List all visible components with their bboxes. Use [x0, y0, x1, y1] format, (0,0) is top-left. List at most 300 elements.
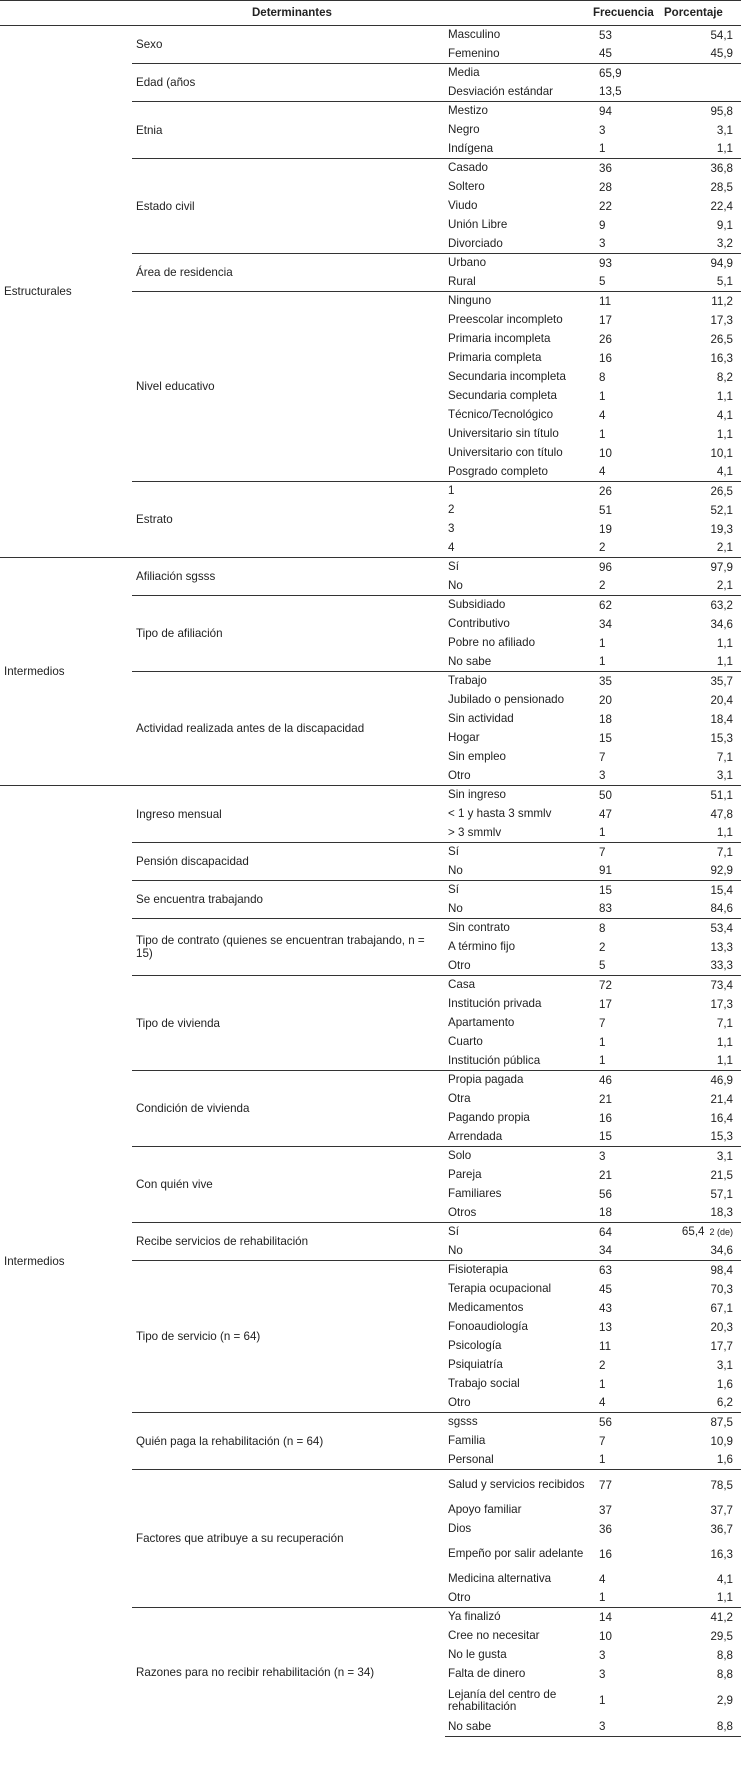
category-cell: Trabajo social: [448, 1377, 520, 1390]
frequency-cell: 46: [593, 1071, 664, 1090]
percentage-cell: [664, 1014, 741, 1033]
frequency-cell: 50: [593, 786, 664, 805]
category-cell: Secundaria completa: [448, 389, 557, 402]
category-cell: No sabe: [445, 1718, 593, 1737]
percentage-value: 8,8: [716, 1648, 734, 1662]
percentage-cell: [664, 387, 741, 406]
determinant-label: Estado civil: [132, 159, 445, 254]
category-cell: Ninguno: [445, 292, 593, 311]
frequency-cell: 45: [599, 1282, 612, 1296]
category-cell: No: [448, 1243, 463, 1257]
category-cell: Sí: [445, 881, 593, 900]
category-cell: Ya finalizó: [445, 1608, 593, 1627]
percentage-value: 2,9: [716, 1694, 734, 1707]
category-cell: Viudo: [448, 199, 478, 212]
group-label: Intermedios: [0, 558, 132, 786]
percentage-cell: [664, 1109, 741, 1128]
category-cell: Apartamento: [448, 1016, 515, 1029]
category-cell: > 3 smmlv: [448, 825, 502, 839]
percentage-cell: [664, 843, 741, 862]
frequency-cell: 3: [593, 1718, 664, 1737]
percentage-cell: [664, 995, 741, 1014]
percentage-cell: [664, 596, 741, 615]
percentage-cell: [664, 1451, 741, 1470]
header-spacer: [0, 1, 132, 26]
percentage-value: 10,1: [710, 446, 734, 460]
percentage-cell: [664, 1185, 741, 1204]
category-cell: Desviación estándar: [448, 84, 554, 98]
percentage-value: 57,1: [710, 1187, 734, 1201]
percentage-cell: [664, 1665, 741, 1684]
frequency-cell: 4: [599, 1572, 606, 1586]
percentage-value: 21,5: [710, 1168, 734, 1182]
percentage-cell: [664, 1646, 741, 1665]
frequency-cell: 3: [593, 1147, 664, 1166]
frequency-cell: 36: [593, 159, 664, 178]
percentage-value: 7,1: [716, 750, 734, 764]
determinant-label: Factores que atribuye a su recuperación: [132, 1470, 445, 1608]
percentage-value: 92,9: [710, 864, 734, 878]
frequency-cell: 1: [599, 655, 606, 669]
percentage-value: 26,5: [710, 332, 734, 346]
percentage-cell: [664, 786, 741, 805]
category-cell: 2: [448, 503, 455, 516]
percentage-cell: [664, 1356, 741, 1375]
frequency-cell: 83: [599, 902, 612, 916]
frequency-cell: 34: [599, 617, 612, 631]
category-cell: Fonoaudiología: [448, 1320, 528, 1333]
percentage-cell: [664, 254, 741, 273]
frequency-cell: 7: [599, 1016, 606, 1030]
percentage-value: 41,2: [710, 1610, 734, 1624]
percentage-cell: [664, 1166, 741, 1185]
frequency-cell: 16: [599, 1547, 612, 1561]
percentage-value: 4,1: [716, 1572, 734, 1586]
percentage-cell: [664, 235, 741, 254]
frequency-cell: 13: [599, 1320, 612, 1334]
percentage-cell: [664, 406, 741, 425]
percentage-note: 2 (de): [709, 1227, 734, 1238]
frequency-cell: 34: [599, 1244, 612, 1258]
percentage-cell: [664, 577, 741, 596]
category-cell: Psiquiatría: [448, 1358, 503, 1371]
category-cell: Arrendada: [448, 1129, 503, 1143]
category-cell: < 1 y hasta 3 smmlv: [448, 807, 552, 820]
determinant-label: Ingreso mensual: [132, 786, 445, 843]
category-cell: Universitario con título: [448, 446, 563, 459]
frequency-cell: 72: [593, 976, 664, 995]
determinant-label: Razones para no recibir rehabilitación (n = 34): [132, 1608, 445, 1737]
percentage-value: 1,1: [716, 636, 734, 650]
frequency-cell: 4: [599, 408, 606, 422]
percentage-cell: [664, 976, 741, 995]
percentage-value: 5,1: [716, 275, 734, 289]
frequency-cell: 5: [599, 275, 606, 289]
category-cell: Femenino: [448, 46, 500, 60]
determinant-label: Estrato: [132, 482, 445, 558]
frequency-cell: 47: [599, 807, 612, 821]
category-cell: Rural: [448, 274, 476, 288]
frequency-cell: 21: [599, 1092, 612, 1106]
percentage-cell: [664, 653, 741, 672]
category-cell: No: [448, 863, 463, 877]
category-cell: Jubilado o pensionado: [448, 693, 565, 706]
frequency-cell: 16: [599, 351, 612, 365]
determinant-label: Recibe servicios de rehabilitación: [132, 1223, 445, 1261]
percentage-value: 16,4: [710, 1111, 734, 1125]
determinant-label: Sexo: [132, 26, 445, 64]
percentage-cell: [664, 292, 741, 311]
category-cell: Dios: [448, 1522, 472, 1535]
determinant-label: Actividad realizada antes de la discapacidad: [132, 672, 445, 786]
category-cell: Subsidiado: [445, 596, 593, 615]
frequency-cell: 13,5: [599, 85, 622, 99]
frequency-cell: 77: [593, 1470, 664, 1501]
percentage-cell: [664, 520, 741, 539]
category-cell: Salud y servicios recibidos: [445, 1470, 593, 1501]
percentage-cell: [664, 83, 741, 102]
frequency-cell: 1: [599, 1054, 606, 1068]
frequency-cell: 1: [599, 1377, 606, 1391]
frequency-cell: 3: [599, 1648, 606, 1662]
frequency-cell: 16: [599, 1111, 612, 1125]
percentage-value: 29,5: [710, 1629, 734, 1643]
percentage-cell: [664, 881, 741, 900]
percentage-value: 8,8: [716, 1667, 734, 1681]
frequency-cell: 1: [599, 1694, 606, 1707]
frequency-cell: 51: [599, 503, 612, 517]
percentage-cell: [664, 1394, 741, 1413]
percentage-value: 13,3: [710, 940, 734, 954]
percentage-value: 11,2: [711, 294, 734, 308]
percentage-value: 16,3: [710, 1547, 734, 1561]
percentage-value: 2,1: [716, 541, 734, 555]
frequency-cell: 8: [599, 370, 606, 384]
percentage-value: 47,8: [710, 807, 734, 821]
frequency-cell: 64: [593, 1223, 664, 1242]
percentage-value: 3,1: [716, 123, 734, 137]
category-cell: Divorciado: [448, 236, 503, 250]
category-cell: Otro: [448, 1590, 471, 1604]
category-cell: Otro: [448, 958, 471, 972]
percentage-cell: [664, 140, 741, 159]
determinant-label: Tipo de servicio (n = 64): [132, 1261, 445, 1413]
category-cell: Contributivo: [448, 617, 510, 630]
percentage-value: 51,1: [710, 788, 734, 802]
percentage-value: 53,4: [710, 921, 734, 935]
percentage-cell: [664, 691, 741, 710]
percentage-value: 3,1: [716, 1149, 734, 1163]
category-cell: 3: [448, 522, 455, 535]
determinant-label: Etnia: [132, 102, 445, 159]
percentage-value: 16,3: [710, 351, 734, 365]
percentage-cell: [664, 1520, 741, 1539]
percentage-value: 73,4: [710, 978, 734, 992]
percentage-value: 65,4: [681, 1225, 705, 1239]
percentage-value: 3,2: [716, 237, 734, 251]
percentage-cell: [664, 45, 741, 64]
category-cell: Primaria completa: [448, 351, 542, 364]
percentage-value: 33,3: [710, 959, 734, 973]
category-cell: Urbano: [445, 254, 593, 273]
percentage-value: 17,3: [710, 997, 734, 1011]
frequency-cell: 19: [599, 522, 612, 536]
percentage-cell: [664, 919, 741, 938]
frequency-cell: 14: [593, 1608, 664, 1627]
percentage-value: 45,9: [710, 47, 734, 61]
frequency-cell: 17: [599, 313, 612, 327]
percentage-cell: [664, 1318, 741, 1337]
frequency-cell: 93: [593, 254, 664, 273]
percentage-cell: [664, 1223, 741, 1242]
determinant-label: Tipo de contrato (quienes se encuentran trabajando, n = 15): [132, 919, 445, 976]
percentage-cell: [664, 1718, 741, 1737]
percentage-value: 15,3: [710, 731, 734, 745]
frequency-cell: 2: [599, 541, 606, 555]
percentage-value: 34,6: [710, 617, 734, 631]
percentage-value: 28,5: [710, 180, 734, 194]
category-cell: Otro: [448, 1395, 471, 1409]
frequency-cell: 1: [599, 389, 606, 403]
frequency-cell: 3: [599, 237, 606, 251]
frequency-cell: 7: [593, 843, 664, 862]
frequency-cell: 2: [599, 1358, 606, 1372]
percentage-value: 36,8: [710, 161, 734, 175]
frequency-cell: 1: [599, 826, 606, 840]
percentage-value: 8,2: [716, 370, 734, 384]
frequency-cell: 20: [599, 693, 612, 707]
percentage-cell: [664, 824, 741, 843]
percentage-cell: [664, 938, 741, 957]
category-cell: Medicina alternativa: [448, 1572, 552, 1585]
percentage-value: 20,4: [710, 693, 734, 707]
percentage-cell: [664, 368, 741, 387]
category-cell: Medicamentos: [448, 1301, 524, 1314]
category-cell: A término fijo: [448, 940, 516, 953]
determinant-label: Área de residencia: [132, 254, 445, 292]
frequency-cell: 2: [599, 579, 606, 593]
frequency-cell: 15: [599, 1130, 612, 1144]
frequency-cell: 26: [593, 482, 664, 501]
category-cell: 1: [445, 482, 593, 501]
percentage-cell: [664, 1570, 741, 1589]
percentage-value: 17,7: [710, 1339, 734, 1353]
frequency-cell: 1: [599, 1035, 606, 1049]
category-cell: Propia pagada: [445, 1071, 593, 1090]
frequency-cell: 5: [599, 959, 606, 973]
frequency-cell: 1: [599, 1453, 606, 1467]
category-cell: Apoyo familiar: [448, 1503, 522, 1516]
percentage-value: 46,9: [710, 1073, 734, 1087]
category-cell: Preescolar incompleto: [448, 313, 563, 326]
percentage-cell: [664, 805, 741, 824]
frequency-cell: 21: [599, 1168, 612, 1182]
percentage-value: 1,1: [716, 826, 734, 840]
percentage-value: 20,3: [710, 1320, 734, 1334]
category-cell: No sabe: [448, 654, 492, 668]
percentage-cell: [664, 539, 741, 558]
frequency-cell: 4: [599, 1396, 606, 1410]
percentage-cell: [664, 178, 741, 197]
percentage-value: 1,1: [716, 1591, 734, 1605]
percentage-cell: [664, 729, 741, 748]
frequency-cell: 17: [599, 997, 612, 1011]
percentage-cell: [664, 1147, 741, 1166]
percentage-cell: [664, 64, 741, 83]
category-cell: Primaria incompleta: [448, 332, 551, 345]
category-cell: Sí: [445, 558, 593, 577]
frequency-cell: 3: [599, 123, 606, 137]
percentage-cell: [664, 710, 741, 729]
percentage-value: 21,4: [710, 1092, 734, 1106]
table-row: [0, 26, 741, 45]
frequency-cell: 65,9: [593, 64, 664, 83]
category-cell: Sin contrato: [445, 919, 593, 938]
category-cell: Institución privada: [448, 997, 542, 1010]
table-row: [0, 558, 741, 577]
percentage-value: 54,1: [710, 28, 734, 42]
frequency-cell: 11: [593, 292, 664, 311]
category-cell: Trabajo: [445, 672, 593, 691]
percentage-value: 15,4: [710, 883, 734, 897]
category-cell: Media: [445, 64, 593, 83]
frequency-cell: 9: [599, 218, 606, 232]
category-cell: Indígena: [448, 141, 494, 155]
header-row: [0, 1, 741, 26]
percentage-value: 26,5: [710, 484, 734, 498]
category-cell: Secundaria incompleta: [448, 370, 566, 383]
category-cell: Mestizo: [445, 102, 593, 121]
percentage-value: 15,3: [710, 1130, 734, 1144]
percentage-cell: [664, 672, 741, 691]
percentage-value: 63,2: [710, 598, 734, 612]
category-cell: Lejanía del centro de rehabilitación: [448, 1687, 557, 1713]
percentage-value: 2,1: [716, 579, 734, 593]
determinant-label: Edad (años: [132, 64, 445, 102]
category-cell: Terapia ocupacional: [448, 1282, 552, 1295]
percentage-value: 52,1: [710, 503, 734, 517]
percentage-cell: [664, 311, 741, 330]
percentage-value: 67,1: [710, 1301, 734, 1315]
header-frecuencia: Frecuencia: [593, 1, 664, 26]
determinant-label: Con quién vive: [132, 1147, 445, 1223]
percentage-cell: [664, 1589, 741, 1608]
frequency-cell: 3: [599, 1667, 606, 1681]
header-determinantes: Determinantes: [132, 1, 593, 26]
percentage-value: 36,7: [710, 1522, 734, 1536]
percentage-value: 22,4: [710, 199, 734, 213]
frequency-cell: 36: [599, 1522, 612, 1536]
percentage-cell: [664, 425, 741, 444]
percentage-cell: [664, 900, 741, 919]
frequency-cell: 7: [599, 750, 606, 764]
category-cell: Sí: [445, 843, 593, 862]
percentage-cell: [664, 1261, 741, 1280]
category-cell: Pobre no afiliado: [448, 636, 536, 649]
category-cell: Fisioterapia: [445, 1261, 593, 1280]
frequency-cell: 15: [599, 731, 612, 745]
category-cell: No: [448, 901, 463, 915]
percentage-cell: [664, 1071, 741, 1090]
percentage-value: 7,1: [716, 1016, 734, 1030]
category-cell: Universitario sin título: [448, 427, 559, 440]
category-cell: Sí: [445, 1223, 593, 1242]
category-cell: Hogar: [448, 731, 480, 744]
percentage-value: 1,1: [716, 1035, 734, 1049]
determinant-label: Condición de vivienda: [132, 1071, 445, 1147]
category-cell: Pagando propia: [448, 1111, 530, 1124]
percentage-cell: [664, 330, 741, 349]
category-cell: Soltero: [448, 180, 485, 193]
percentage-value: 19,3: [710, 522, 734, 536]
percentage-cell: [664, 121, 741, 140]
percentage-value: 9,1: [716, 218, 734, 232]
percentage-cell: [664, 102, 741, 121]
frequency-cell: 53: [593, 26, 664, 45]
percentage-cell: [664, 1413, 741, 1432]
frequency-cell: 1: [599, 142, 606, 156]
percentage-value: 1,1: [716, 427, 734, 441]
percentage-value: 70,3: [710, 1282, 734, 1296]
percentage-cell: [664, 1280, 741, 1299]
frequency-cell: 37: [599, 1503, 612, 1517]
category-cell: Falta de dinero: [448, 1667, 526, 1680]
percentage-value: 98,4: [710, 1263, 734, 1277]
category-cell: No: [448, 578, 463, 592]
percentage-cell: [664, 1684, 741, 1718]
frequency-cell: 1: [599, 1591, 606, 1605]
category-cell: Institución pública: [448, 1053, 541, 1067]
frequency-cell: 56: [593, 1413, 664, 1432]
percentage-cell: [664, 1090, 741, 1109]
percentage-cell: [664, 957, 741, 976]
percentage-cell: [664, 1033, 741, 1052]
percentage-value: 7,1: [716, 845, 734, 859]
percentage-cell: [664, 273, 741, 292]
table-row: [0, 786, 741, 805]
determinant-label: Afiliación sgsss: [132, 558, 445, 596]
frequency-cell: 91: [599, 864, 612, 878]
category-cell: Pareja: [448, 1168, 482, 1181]
frequency-cell: 62: [593, 596, 664, 615]
percentage-cell: [664, 1501, 741, 1520]
percentage-value: 95,8: [710, 104, 734, 118]
category-cell: Sin ingreso: [445, 786, 593, 805]
percentage-cell: [664, 1608, 741, 1627]
category-cell: Sin actividad: [448, 712, 514, 725]
group-label: Estructurales: [0, 26, 132, 558]
frequency-cell: 94: [593, 102, 664, 121]
determinant-label: Nivel educativo: [132, 292, 445, 482]
category-cell: No le gusta: [448, 1648, 507, 1661]
percentage-cell: [664, 1627, 741, 1646]
percentage-cell: [664, 1539, 741, 1570]
percentage-cell: [664, 444, 741, 463]
category-cell: Solo: [445, 1147, 593, 1166]
percentage-cell: [664, 482, 741, 501]
percentage-value: 97,9: [710, 560, 734, 574]
category-cell: Negro: [448, 123, 480, 136]
category-cell: Unión Libre: [448, 218, 508, 231]
percentage-cell: [664, 159, 741, 178]
category-cell: Masculino: [445, 26, 593, 45]
percentage-cell: [664, 634, 741, 653]
percentage-value: 3,1: [716, 1358, 734, 1372]
determinant-label: Tipo de afiliación: [132, 596, 445, 672]
category-cell: Cuarto: [448, 1035, 483, 1048]
category-cell: Otros: [448, 1205, 477, 1219]
percentage-cell: [664, 748, 741, 767]
